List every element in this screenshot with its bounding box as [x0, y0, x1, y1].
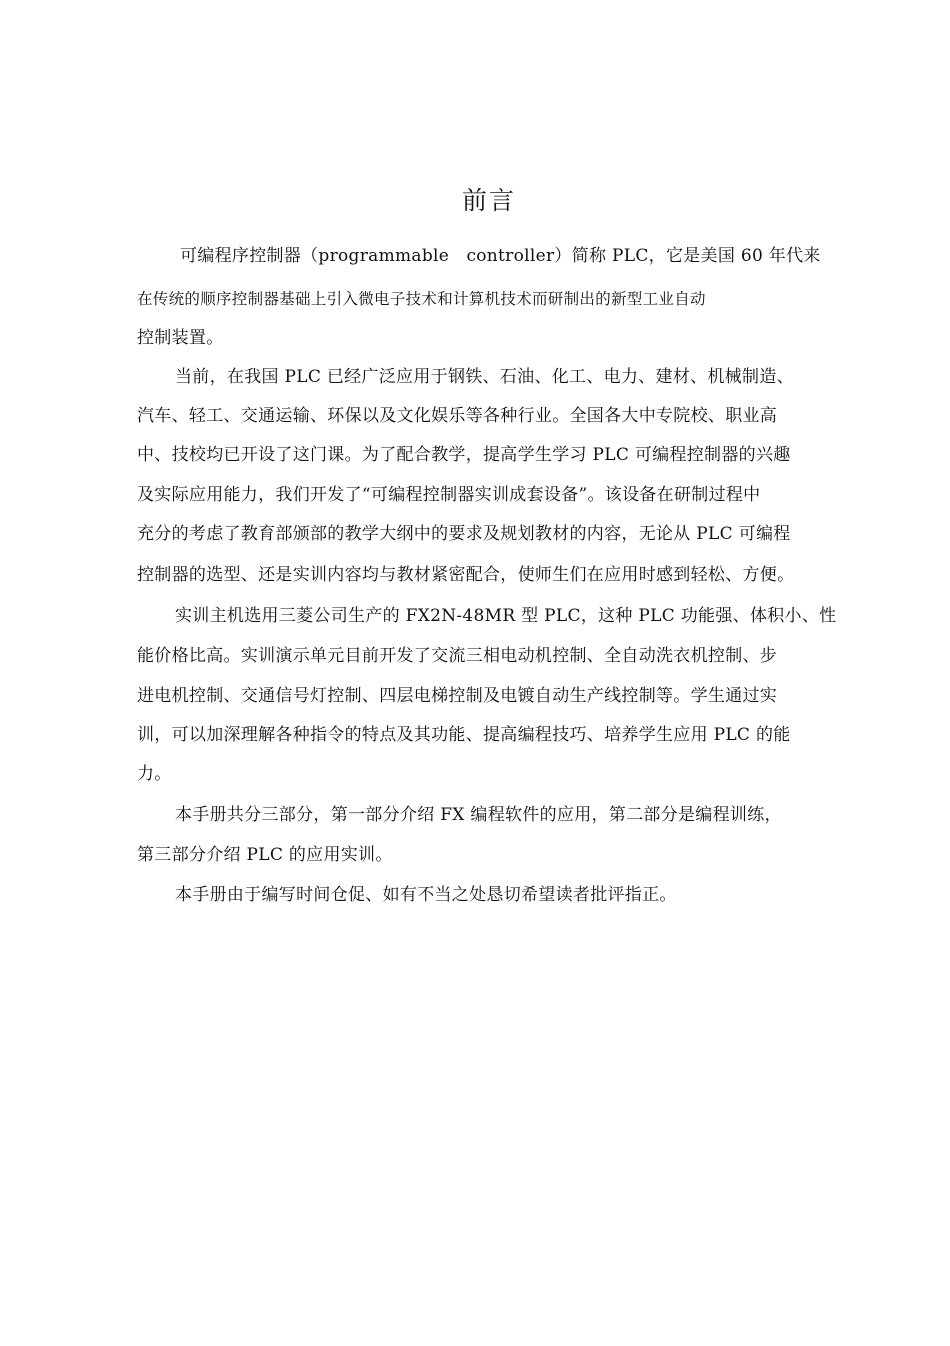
- paragraph-line: 实训主机选用三菱公司生产的 FX2N-48MR 型 PLC，这种 PLC 功能强、体积小、性: [175, 606, 837, 626]
- paragraph-line: 可编程序控制器（programmable controller）简称 PLC，它是美国 60 年代来: [180, 246, 821, 266]
- paragraph-line: 进电机控制、交通信号灯控制、四层电梯控制及电镀自动生产线控制等。学生通过实: [137, 686, 778, 706]
- paragraph-line: 本手册由于编写时间仓促、如有不当之处恳切希望读者批评指正。: [175, 885, 677, 905]
- paragraph-line: 本手册共分三部分，第一部分介绍 FX 编程软件的应用，第二部分是编程训练，: [175, 805, 782, 825]
- paragraph-line: 中、技校均已开设了这门课。为了配合教学，提高学生学习 PLC 可编程控制器的兴趣: [137, 445, 791, 465]
- paragraph-line: 在传统的顺序控制器基础上引入微电子技术和计算机技术而研制出的新型工业自动: [137, 290, 706, 308]
- paragraph-line: 力。: [137, 764, 172, 784]
- paragraph-line: 当前，在我国 PLC 已经广泛应用于钢铁、石油、化工、电力、建材、机械制造、: [175, 367, 794, 387]
- paragraph-line: 汽车、轻工、交通运输、环保以及文化娱乐等各种行业。全国各大中专院校、职业高: [137, 406, 778, 426]
- paragraph-line: 控制装置。: [137, 328, 224, 348]
- paragraph-line: 及实际应用能力，我们开发了“可编程控制器实训成套设备”。该设备在研制过程中: [137, 485, 761, 505]
- paragraph-line: 控制器的选型、还是实训内容均与教材紧密配合，使师生们在应用时感到轻松、方便。: [137, 565, 795, 585]
- paragraph-line: 能价格比高。实训演示单元目前开发了交流三相电动机控制、全自动洗衣机控制、步: [137, 646, 778, 666]
- paragraph-line: 充分的考虑了教育部颁部的教学大纲中的要求及规划教材的内容，无论从 PLC 可编程: [137, 524, 791, 544]
- paragraph-line: 训，可以加深理解各种指令的特点及其功能、提高编程技巧、培养学生应用 PLC 的能: [137, 725, 791, 745]
- paragraph-line: 第三部分介绍 PLC 的应用实训。: [137, 845, 393, 865]
- page-title: 前言: [461, 186, 516, 215]
